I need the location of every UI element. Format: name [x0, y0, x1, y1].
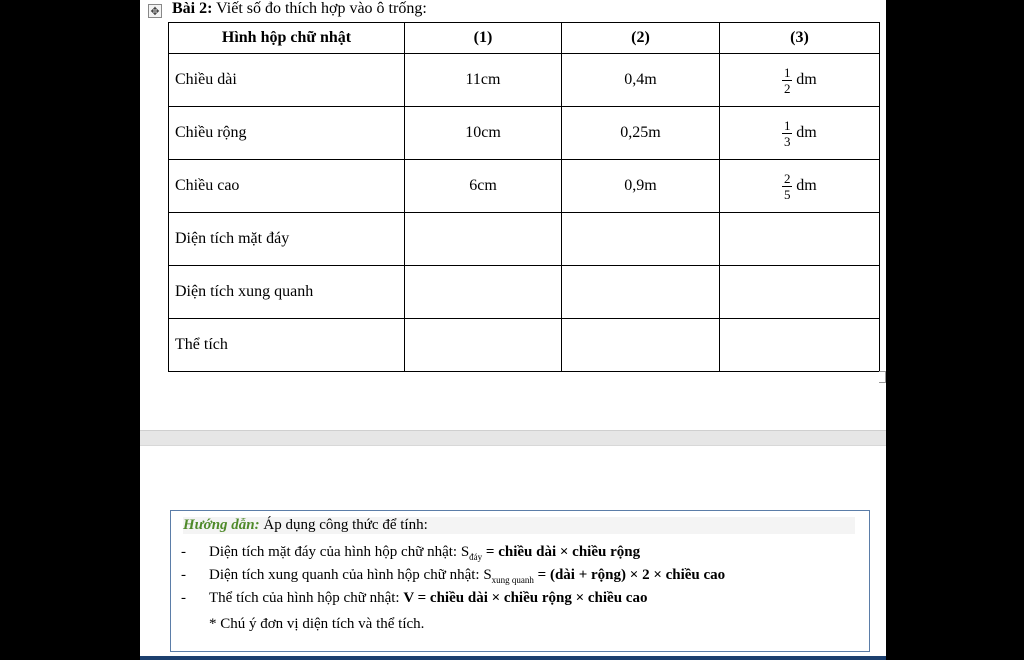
- formula-desc: Diện tích mặt đáy của hình hộp chữ nhật: S: [209, 544, 470, 560]
- table-cell[interactable]: 10cm: [405, 107, 562, 160]
- table-row: [169, 54, 880, 107]
- table-cell[interactable]: 0,4m: [562, 54, 720, 107]
- formula-subscript: đáy: [469, 552, 483, 562]
- formula: = (dài + rộng) × 2 × chiều cao: [533, 567, 726, 583]
- header-cell: (2): [562, 23, 720, 54]
- formula: V = chiều dài × chiều rộng × chiều cao: [403, 590, 648, 606]
- empty-answer-cell[interactable]: [562, 319, 720, 372]
- table-cell[interactable]: 6cm: [405, 160, 562, 213]
- list-item: [209, 541, 859, 564]
- header-cell: Hình hộp chữ nhật: [169, 23, 405, 54]
- table-cell[interactable]: 11cm: [405, 54, 562, 107]
- guide-intro: [183, 517, 855, 534]
- exercise-number: Bài 2:: [172, 0, 213, 17]
- row-label: Diện tích xung quanh: [169, 266, 405, 319]
- fraction: [782, 66, 792, 95]
- table-row: [169, 160, 880, 213]
- guide-box: [170, 510, 870, 652]
- formula-desc: Diện tích xung quanh của hình hộp chữ nhật: S: [209, 567, 492, 583]
- page-bottom-border: [140, 656, 886, 660]
- fraction-numerator: 1: [784, 64, 791, 80]
- list-item: [209, 587, 859, 610]
- table-cell[interactable]: 0,25m: [562, 107, 720, 160]
- formula-subscript: xung quanh: [491, 575, 534, 585]
- empty-answer-cell[interactable]: [562, 213, 720, 266]
- fraction-numerator: 2: [784, 170, 791, 186]
- row-label: Thể tích: [169, 319, 405, 372]
- table-cell[interactable]: [720, 54, 880, 107]
- table-row: [169, 213, 880, 266]
- fraction: [782, 119, 792, 148]
- table-row: [169, 107, 880, 160]
- header-cell: (1): [405, 23, 562, 54]
- row-label: Diện tích mặt đáy: [169, 213, 405, 266]
- row-label: Chiều rộng: [169, 107, 405, 160]
- empty-answer-cell[interactable]: [405, 319, 562, 372]
- guide-note: * Chú ý đơn vị diện tích và thể tích.: [209, 616, 425, 632]
- table-row: [169, 319, 880, 372]
- empty-answer-cell[interactable]: [720, 213, 880, 266]
- empty-answer-cell[interactable]: [562, 266, 720, 319]
- fraction-denominator: 2: [784, 80, 791, 96]
- table-cell[interactable]: 0,9m: [562, 160, 720, 213]
- table-cell[interactable]: [720, 160, 880, 213]
- unit: dm: [796, 123, 817, 141]
- fraction-denominator: 5: [784, 186, 791, 202]
- table-header-row: [169, 23, 880, 54]
- exercise-heading: [172, 0, 427, 18]
- empty-answer-cell[interactable]: [720, 319, 880, 372]
- unit: dm: [796, 70, 817, 88]
- table-cell[interactable]: [720, 107, 880, 160]
- formula: = chiều dài × chiều rộng: [482, 544, 641, 560]
- exercise-instruction: Viết số đo thích hợp vào ô trống:: [216, 0, 427, 17]
- fraction-numerator: 1: [784, 117, 791, 133]
- formula-desc: Thể tích của hình hộp chữ nhật:: [209, 590, 404, 606]
- measurement-table: [168, 22, 880, 372]
- table-resize-handle[interactable]: [879, 371, 886, 383]
- empty-answer-cell[interactable]: [405, 266, 562, 319]
- guide-title: Hướng dẫn:: [183, 517, 260, 533]
- table-row: [169, 266, 880, 319]
- unit: dm: [796, 176, 817, 194]
- table-move-handle-icon[interactable]: ✥: [148, 4, 162, 18]
- empty-answer-cell[interactable]: [405, 213, 562, 266]
- list-item: [209, 564, 859, 587]
- empty-answer-cell[interactable]: [720, 266, 880, 319]
- row-label: Chiều cao: [169, 160, 405, 213]
- formula-list: [209, 541, 859, 610]
- fraction-denominator: 3: [784, 133, 791, 149]
- header-cell: (3): [720, 23, 880, 54]
- fraction: [782, 172, 792, 201]
- page-divider: [140, 430, 886, 446]
- guide-intro-text: Áp dụng công thức để tính:: [263, 517, 428, 533]
- row-label: Chiều dài: [169, 54, 405, 107]
